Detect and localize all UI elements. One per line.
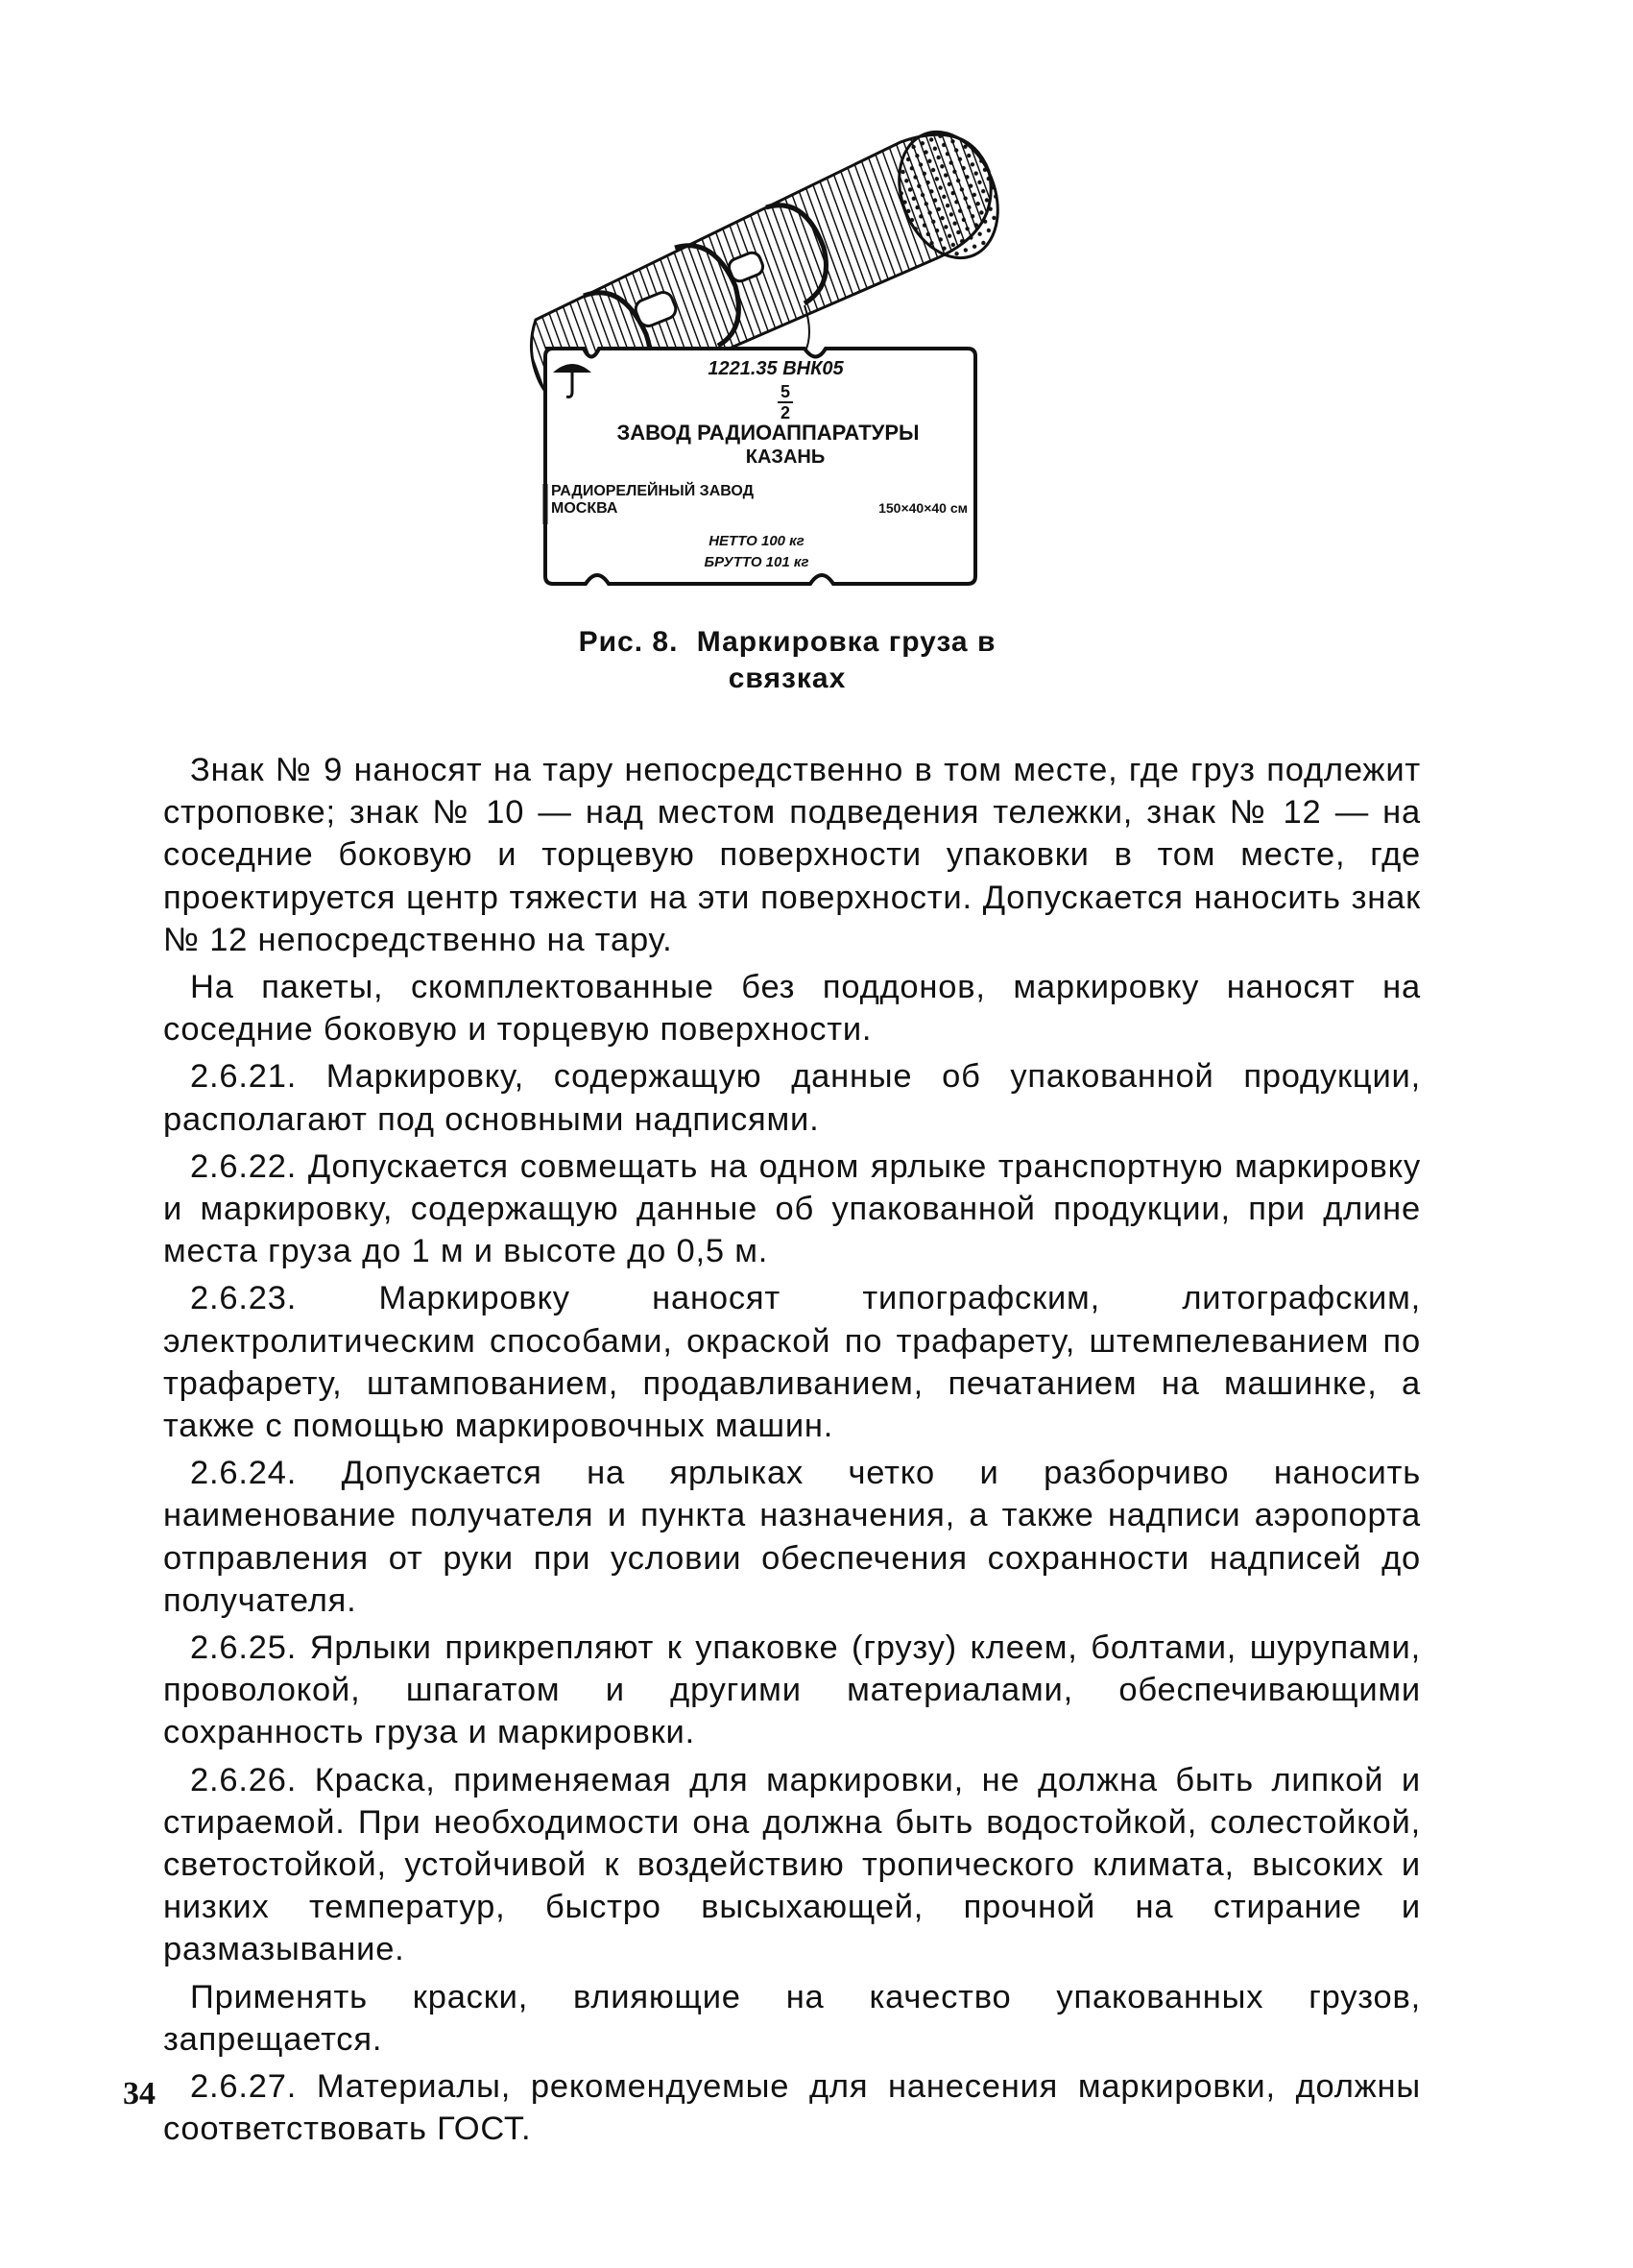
tag-sender-name: ЗАВОД РАДИОАППАРАТУРЫ	[616, 421, 920, 445]
caption-line-2: связках	[728, 663, 847, 694]
cargo-tag	[545, 349, 975, 584]
bundle-illustration	[516, 113, 1006, 593]
figure-cargo-bundle	[516, 113, 1006, 593]
tag-recipient-name: РАДИОРЕЛЕЙНЫЙ ЗАВОД	[551, 483, 755, 499]
paragraph: 2.6.22. Допускается совмещать на одном ярлыке транспортную маркировку и маркировку, содержащую данные об упакованной продукции, при длине места груза до 1 м и высоте до 0,5 м.	[163, 1147, 1421, 1270]
paragraph: 2.6.26. Краска, применяемая для маркировки, не должна быть липкой и стираемой. При необходимости она должна быть водостойкой, солестойкой, светостойкой, устойчивой к воздействию тропического климата, высоких и низких температур, быстро высыхающей, прочной на стирание и размазывание.	[163, 1761, 1421, 1968]
figure-caption	[451, 624, 1123, 697]
paragraph: Применять краски, влияющие на качество упакованных грузов, запрещается.	[163, 1978, 1421, 2058]
tag-dimensions: 150×40×40 см	[878, 500, 968, 516]
paragraph: На пакеты, скомплектованные без поддонов, маркировку наносят на соседние боковую и торцевую поверхности.	[163, 969, 1421, 1049]
tag-recipient-city: МОСКВА	[551, 500, 618, 517]
paragraph: 2.6.23. Маркировку наносят типографским, литографским, электролитическим способами, окраской по трафарету, штемпелеванием по трафарету, штампованием, продавливанием, печатанием на машинке, а также с помощью маркировочных машин.	[163, 1280, 1421, 1445]
paragraph: 2.6.24. Допускается на ярлыках четко и разборчиво наносить наименование получателя и пункта назначения, а также надписи аэропорта отправления от руки при условии обеспечения сохранности надписей до получателя.	[163, 1455, 1421, 1619]
paragraph: 2.6.27. Материалы, рекомендуемые для нанесения маркировки, должны соответствовать ГОСТ.	[163, 2068, 1421, 2148]
body-text	[163, 749, 1421, 2156]
paragraph: 2.6.25. Ярлыки прикрепляют к упаковке (грузу) клеем, болтами, шурупами, проволокой, шпагатом и другими материалами, обеспечивающими сохранность груза и маркировки.	[163, 1629, 1421, 1751]
caption-label: Рис. 8.	[578, 626, 679, 658]
page-number: 34	[123, 2076, 156, 2111]
tag-brutto: БРУТТО 101 кг	[704, 554, 809, 570]
tag-fraction-top: 5	[780, 382, 791, 401]
tag-code: 1221.35 ВНК05	[708, 358, 844, 379]
caption-line-1: Маркировка груза в	[696, 626, 997, 658]
paragraph: Знак № 9 наносят на тару непосредственно в том месте, где груз подлежит строповке; знак № 10 — над местом подведения тележки, знак № 12 — на соседние боковую и торцевую поверхности упаковки в том месте, где проектируется центр тяжести на эти поверхности. Допускается наносить знак № 12 непосредственно на тару.	[163, 752, 1421, 958]
tag-sender-city: КАЗАНЬ	[745, 446, 826, 468]
tag-fraction-bottom: 2	[780, 403, 791, 422]
tag-netto: НЕТТО 100 кг	[708, 533, 804, 549]
paragraph: 2.6.21. Маркировку, содержащую данные об упакованной продукции, располагают под основными надписями.	[163, 1058, 1421, 1138]
